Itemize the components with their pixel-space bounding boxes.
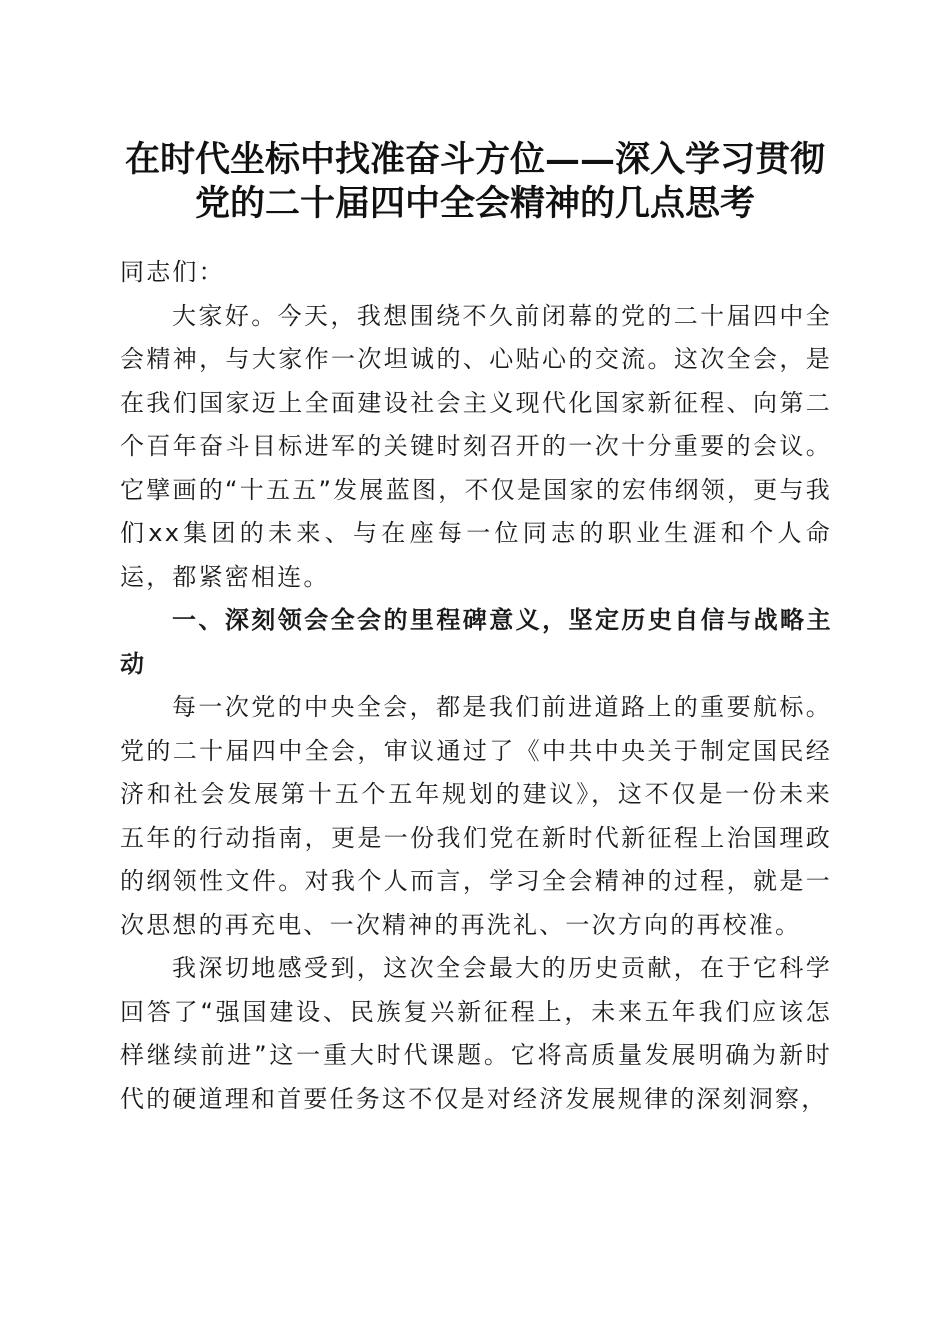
paragraph-contribution: 我深切地感受到，这次全会最大的历史贡献，在于它科学回答了“强国建设、民族复兴新征程上，未来五年我们应该怎样继续前进”这一重大时代课题。它将高质量发展明确为新时代的硬道理和首要任务这不仅是对经济发展规律的深刻洞察， <box>120 954 832 1113</box>
document-title <box>100 138 850 226</box>
greeting: 同志们： <box>120 258 225 286</box>
section-heading-1: 一、深刻领会全会的里程碑意义，坚定历史自信与战略主动 <box>120 606 832 678</box>
title-line-2: 党的二十届四中全会精神的几点思考 <box>194 183 755 224</box>
paragraph-milestone: 每一次党的中央全会，都是我们前进道路上的重要航标。党的二十届四中全会，审议通过了《中共中央关于制定国民经济和社会发展第十五个五年规划的建议》，这不仅是一份未来五年的行动指南，更是一份我们党在新时代新征程上治国理政的纲领性文件。对我个人而言，学习全会精神的过程，就是一次思想的再充电、一次精神的再洗礼、一次方向的再校准。 <box>120 693 832 939</box>
document-body <box>120 251 832 1121</box>
paragraph-intro: 大家好。今天，我想围绕不久前闭幕的党的二十届四中全会精神，与大家作一次坦诚的、心贴心的交流。这次全会，是在我们国家迈上全面建设社会主义现代化国家新征程、向第二个百年奋斗目标进军的关键时刻召开的一次十分重要的会议。它擘画的“十五五”发展蓝图，不仅是国家的宏伟纲领，更与我们xx集团的未来、与在座每一位同志的职业生涯和个人命运，都紧密相连。 <box>120 301 832 591</box>
title-line-1: 在时代坐标中找准奋斗方位——深入学习贯彻 <box>124 139 825 180</box>
